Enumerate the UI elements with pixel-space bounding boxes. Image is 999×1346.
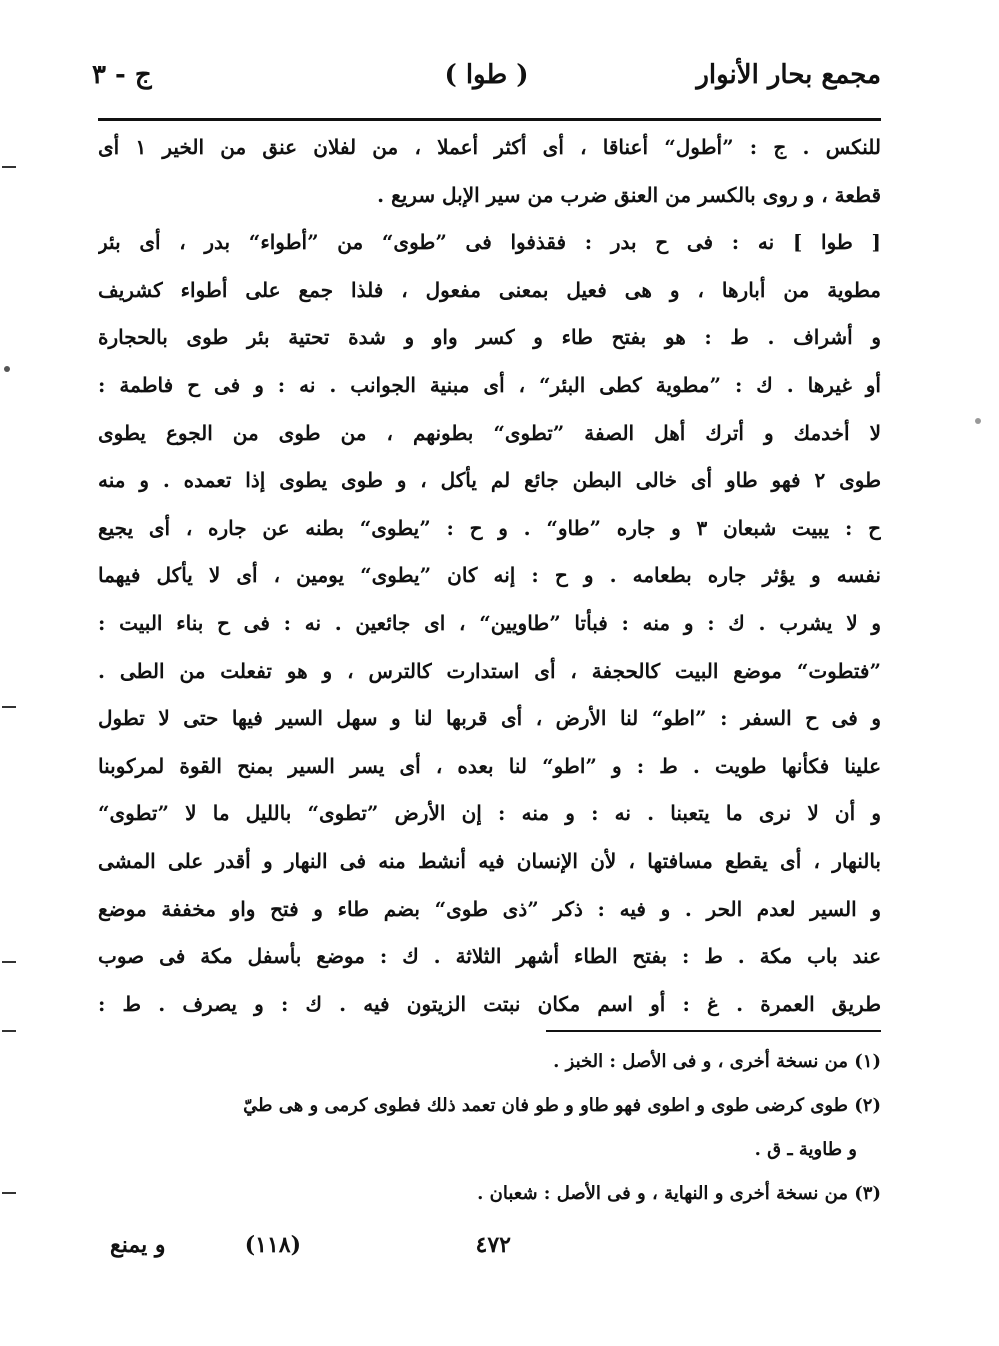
text-line: علينا فكأنها طويت . ط : و ”اطو“ لنا بعده ، أى يسر السير بمنح القوة لمركوبنا xyxy=(98,753,881,778)
page-footer xyxy=(100,1232,881,1272)
text-line: نفسه و يؤثر جاره بطعامه . و ح : إنه كان ”يطوى“ يومين ، أى لا يأكل فيهما xyxy=(98,563,881,588)
text-line: عند باب مكة . ط : بفتح الطاء أشهر الثلاثة . ك : موضع بأسفل مكة فى صوب xyxy=(98,944,881,969)
margin-speck xyxy=(4,366,10,372)
margin-mark xyxy=(2,955,16,969)
text-line: للنكس . ج : ”أطول“ أعناقا ، أى أكثر أعملا ، من لفلان عنق من الخير ١ أى xyxy=(98,135,881,159)
footnote-1: (١) من نسخة أخرى ، و فى الأصل : الخبز . xyxy=(553,1051,881,1072)
footnotes xyxy=(98,1040,881,1216)
text-line: أو غيرها . ك : ”مطوية كطى البئر“ ، أى مبنية الجوانب . نه : و فى ح فاطمة : xyxy=(98,372,881,397)
page-number: ٤٧٢ xyxy=(475,1232,511,1258)
margin-mark xyxy=(2,160,16,174)
entry-heading: ( طوا ) xyxy=(444,60,529,90)
text-line: ح : يبيت شبعان ٣ و جاره ”طاو“ . و ح : ”يطوى“ بطنه عن جاره ، أى يجيع xyxy=(98,515,881,540)
text-line: و السير لعدم الحر . و فيه : ذكر ”ذى طوى“ بضم طاء و فتح واو مخففة موضع xyxy=(98,896,881,921)
volume-label: ج - ٣ xyxy=(92,60,152,90)
text-line: قطعة ، و روى بالكسر من العنق ضرب من سير الإبل سريع . xyxy=(377,182,881,207)
running-header xyxy=(92,52,881,98)
text-line: لا أخدمك و أترك أهل الصفة ”تطوى“ بطونهم ، من طوى من الجوع يطوى xyxy=(98,420,881,445)
footnote-3: (٣) من نسخة أخرى و النهاية ، و فى الأصل : شعبان . xyxy=(477,1183,881,1204)
main-text xyxy=(98,124,881,1028)
text-line: بالنهار ، أى يقطع مسافتها ، لأن الإنسان فيه أنشط منه فى النهار و أقدر على المشى xyxy=(98,848,881,873)
catchword: و يمنع xyxy=(110,1232,166,1258)
sheet-number: (١١٨) xyxy=(244,1232,301,1258)
text-line: [ طوا ] نه : فى ح بدر : فقذفوا فى ”طوى“ من ”أطواء“ بدر ، أى بئر xyxy=(98,230,881,255)
text-line: مطوية من أبارها ، و هى فعيل بمعنى مفعول ، فلذا جمع على أطواء كشريف xyxy=(98,277,881,302)
footnote-rule xyxy=(546,1030,881,1032)
text-line: ”فتطوت“ موضع البيت كالحجفة ، أى استدارت كالترس ، و هو تفعلت من الطى . xyxy=(98,658,881,683)
footnote-2-continuation: و طاوية ـ ق . xyxy=(754,1139,857,1160)
margin-mark xyxy=(2,700,16,714)
text-line: و فى ح السفر : ”اطو“ لنا الأرض ، أى قربها لنا و سهل السير فيها حتى لا تطول xyxy=(98,706,881,731)
book-title: مجمع بحار الأنوار xyxy=(696,60,881,90)
header-rule xyxy=(98,118,881,121)
text-line: و أشراف . ط : هو بفتح طاء و كسر واو و شدة تحتية بئر طوى بالحجارة xyxy=(98,325,881,350)
footnote-2: (٢) طوى كرضى طوى و اطوى فهو طاو و طو فان تعمد ذلك فطوى كرمى و هى طيّ xyxy=(243,1095,881,1116)
margin-mark xyxy=(2,1186,16,1200)
text-line: طوى ٢ فهو طاو أى خالى البطن جائع لم يأكل ، و طوى يطوى إذا تعمده . و منه xyxy=(98,468,881,493)
text-line: طريق العمرة . غ : أو اسم مكان نبتت الزيتون فيه . ك : و يصرف . ط : xyxy=(98,991,881,1016)
margin-mark xyxy=(2,1024,16,1038)
text-line: و لا يشرب . ك : و منه : فبأتا ”طاويين“ ، اى جائعين . نه : فى ح بناء البيت : xyxy=(98,610,881,635)
text-line: و أن لا نرى ما يتعبنا . نه : و منه : إن الأرض ”تطوى“ بالليل ما لا ”تطوى“ xyxy=(98,801,881,826)
margin-speck xyxy=(975,418,981,424)
